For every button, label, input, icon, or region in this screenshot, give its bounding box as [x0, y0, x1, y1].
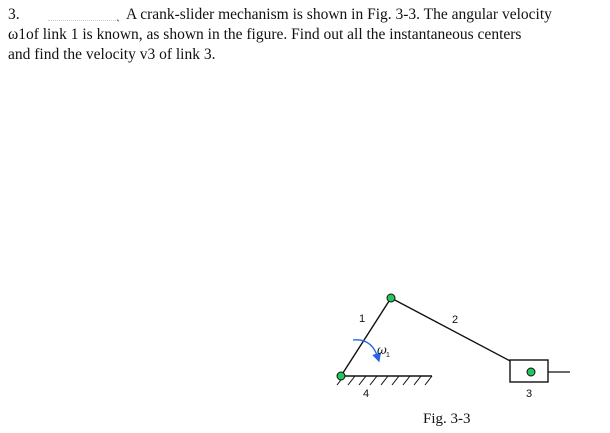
- omega-subscript: 1: [386, 352, 390, 359]
- question-line-2: ω1of link 1 is known, as shown in the figure. Find out all the instantaneous centers: [8, 26, 522, 43]
- joint-coupler-slider: [527, 368, 535, 376]
- figure-caption: Fig. 3-3: [423, 411, 471, 427]
- link-2-label: 2: [452, 314, 459, 326]
- omega-arc: [353, 340, 378, 358]
- link-3-label: 3: [526, 388, 533, 400]
- link-1-crank: [341, 298, 391, 376]
- question-line-1-text: A crank-slider mechanism is shown in Fig. 3-3. The angular velocity: [126, 6, 552, 23]
- ground-label: 4: [363, 388, 370, 400]
- question-tick-mark: ˏ: [116, 8, 120, 22]
- ground-hatch: [337, 376, 432, 385]
- question-line-3: and find the velocity v3 of link 3.: [8, 46, 216, 63]
- link-1-label: 1: [359, 313, 366, 325]
- omega-symbol: ω: [377, 343, 387, 357]
- question-number: 3.: [8, 6, 20, 23]
- joint-crank-coupler: [387, 294, 395, 302]
- joint-ground-pivot: [337, 372, 345, 380]
